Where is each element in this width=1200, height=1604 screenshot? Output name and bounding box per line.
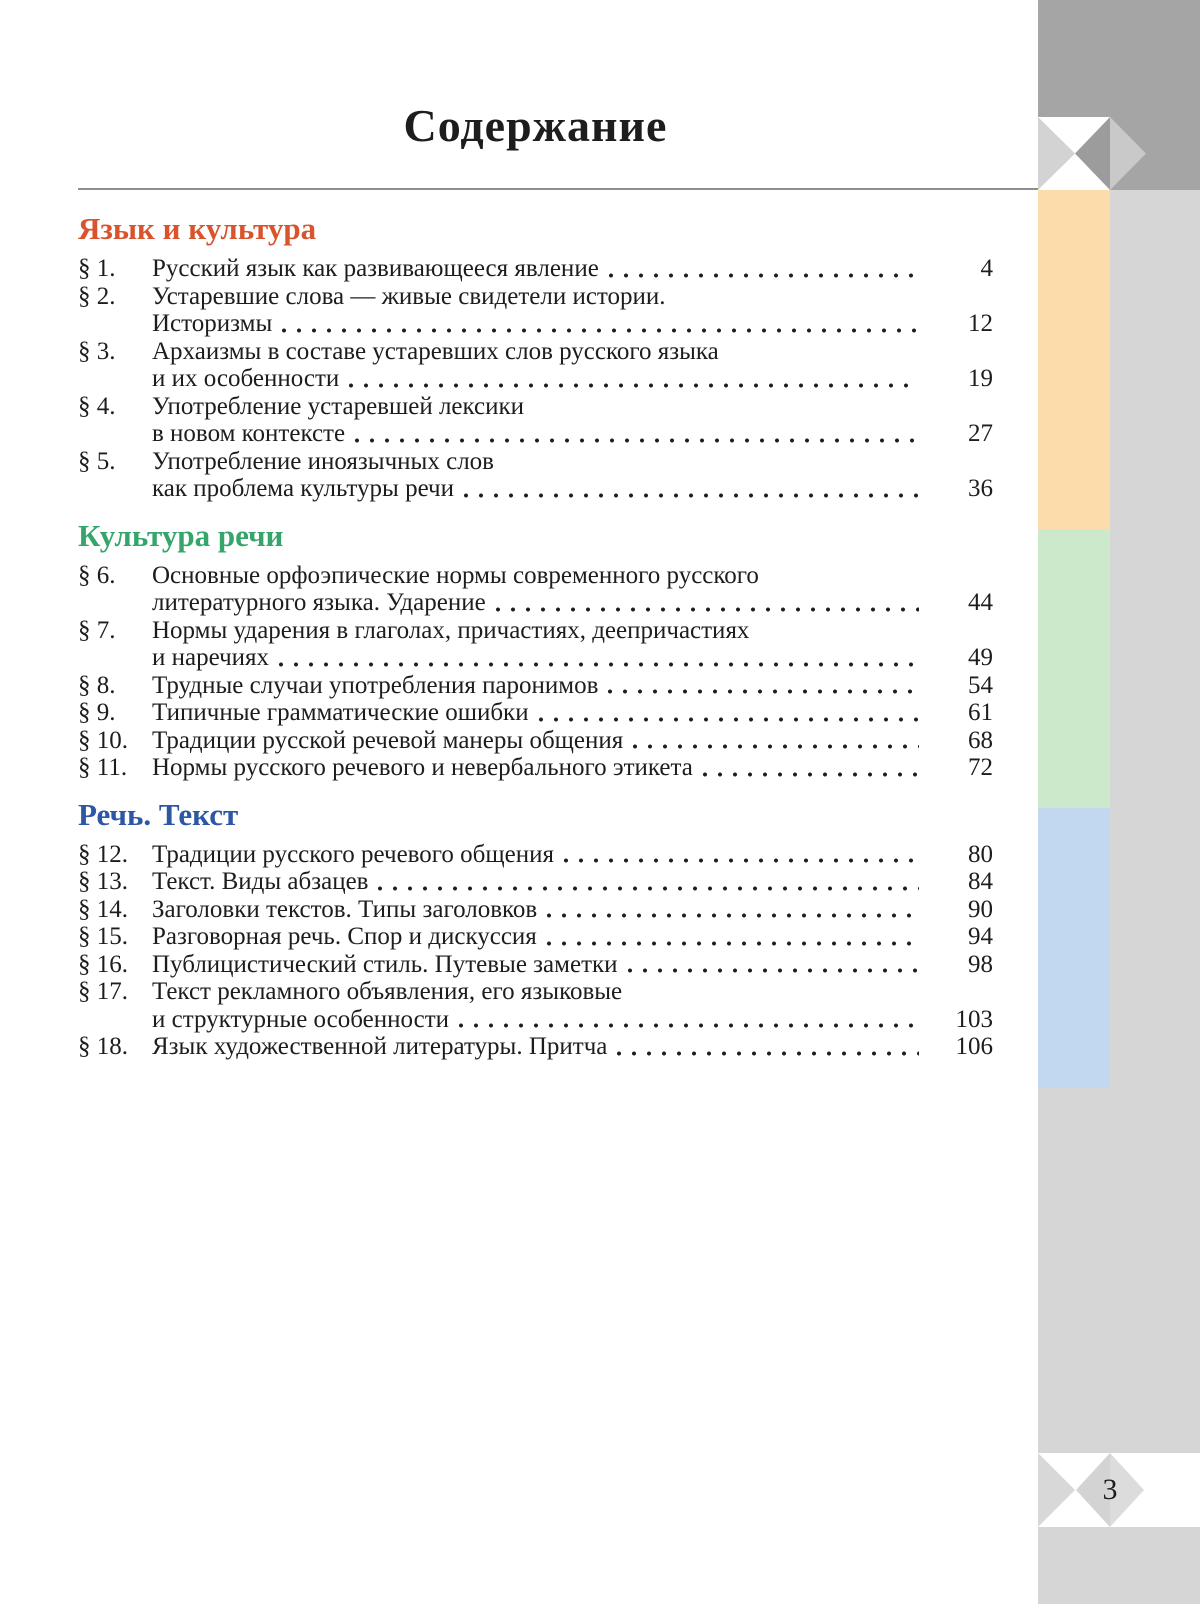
paragraph-label: § 13. — [78, 868, 128, 895]
toc-item-text: Русский язык как развивающееся явление — [152, 255, 599, 282]
toc-page-number: 61 — [968, 699, 993, 726]
toc-page-number: 36 — [968, 475, 993, 502]
toc-item-text: Текст. Виды абзацев — [152, 868, 369, 895]
toc-page-number: 103 — [955, 1005, 993, 1033]
section-heading: Речь. Текст — [78, 796, 239, 832]
toc-page-number: 84 — [968, 868, 993, 895]
toc-item-line — [152, 754, 993, 782]
toc-item-line — [152, 283, 993, 311]
toc-item-text: Традиции русской речевой манеры общения — [152, 726, 624, 754]
paragraph-label: § 1. — [78, 255, 116, 282]
toc-item — [78, 727, 993, 755]
toc-item-text: Типичные грамматические ошибки — [152, 699, 529, 726]
paragraph-label: § 10. — [78, 726, 128, 754]
page-number: 3 — [1102, 1473, 1118, 1506]
lower-gray-column — [1038, 1088, 1110, 1453]
toc-item-body — [152, 754, 993, 782]
toc-page-number: 4 — [980, 255, 993, 282]
toc-item-body — [152, 617, 993, 672]
paragraph-label: § 4. — [78, 392, 116, 420]
toc-item-line — [152, 868, 993, 896]
page-title: Содержание — [403, 100, 668, 151]
toc-item — [78, 868, 993, 896]
dot-leader — [464, 492, 919, 499]
dot-leader — [617, 1050, 919, 1057]
toc-page-number: 12 — [968, 310, 993, 337]
toc-item-line — [152, 420, 993, 448]
toc-item-line — [152, 562, 993, 590]
paragraph-label: § 6. — [78, 561, 116, 589]
toc-item-text: Историзмы — [152, 310, 273, 337]
toc-item-body — [152, 562, 993, 617]
dot-leader — [609, 272, 919, 279]
dot-leader — [378, 885, 919, 892]
toc-item-text: литературного языка. Ударение — [152, 589, 486, 616]
paragraph-label: § 17. — [78, 978, 128, 1005]
toc-page-number: 80 — [968, 840, 993, 868]
toc-page-number: 90 — [968, 895, 993, 923]
toc-item-body — [152, 841, 993, 869]
toc-item-line — [152, 699, 993, 727]
toc-item-line — [152, 896, 993, 924]
toc-item-line — [152, 448, 993, 476]
toc-item — [78, 338, 993, 393]
toc-item-line — [152, 923, 993, 951]
toc-item — [78, 923, 993, 951]
toc-page-number: 44 — [968, 589, 993, 616]
toc-item-line — [152, 1033, 993, 1061]
toc-item-line — [152, 644, 993, 672]
toc-item — [78, 978, 993, 1033]
toc-item-text: Разговорная речь. Спор и дискуссия — [152, 923, 537, 950]
section-band-green — [1038, 529, 1110, 808]
toc-item-line — [152, 951, 993, 979]
toc-item-line — [152, 727, 993, 755]
dot-leader — [547, 912, 919, 919]
toc-item — [78, 255, 993, 283]
paragraph-label: § 8. — [78, 671, 116, 699]
toc-sections — [78, 212, 993, 1061]
toc-item-body — [152, 283, 993, 338]
toc-item-text: Текст рекламного объявления, его языковые — [152, 978, 623, 1005]
dot-leader — [496, 606, 919, 613]
toc-item-body — [152, 868, 993, 896]
paragraph-label: § 18. — [78, 1033, 128, 1060]
toc-item-body — [152, 699, 993, 727]
toc-item-line — [152, 365, 993, 393]
toc-item-line — [152, 617, 993, 645]
toc-item-text: Устаревшие слова — живые свидетели истории. — [152, 282, 666, 310]
toc-item-line — [152, 338, 993, 366]
toc-item — [78, 754, 993, 782]
toc-item-line — [152, 589, 993, 617]
toc-item-text: Употребление устаревшей лексики — [152, 392, 525, 420]
dot-leader — [355, 437, 919, 444]
toc-item-body — [152, 338, 993, 393]
dot-leader — [282, 327, 919, 334]
toc-item-text: Традиции русского речевого общения — [152, 840, 555, 868]
toc-item — [78, 951, 993, 979]
toc-page-number: 72 — [968, 754, 993, 781]
toc-item-text: и наречиях — [152, 644, 270, 671]
toc-item — [78, 699, 993, 727]
dot-leader — [608, 688, 919, 695]
toc-section — [78, 519, 993, 782]
toc-item-body — [152, 923, 993, 951]
toc-item-line — [152, 672, 993, 700]
toc-item — [78, 562, 993, 617]
toc-item — [78, 393, 993, 448]
toc-item — [78, 896, 993, 924]
toc-item-text: Архаизмы в составе устаревших слов русского языка — [152, 337, 719, 365]
toc-item-text: Основные орфоэпические нормы современного русского — [152, 561, 759, 589]
toc-item-text: Язык художественной литературы. Притча — [152, 1033, 608, 1060]
right-gray-column — [1110, 190, 1200, 1453]
section-heading: Язык и культура — [78, 211, 317, 246]
paragraph-label: § 14. — [78, 895, 128, 923]
dot-leader — [547, 940, 919, 947]
toc-item-body — [152, 1033, 993, 1061]
toc-page-number: 94 — [968, 923, 993, 950]
toc-page-number: 54 — [968, 671, 993, 699]
toc-item — [78, 672, 993, 700]
toc-page-number: 49 — [968, 644, 993, 671]
bottom-gray-column — [1038, 1527, 1200, 1604]
dot-leader — [459, 1022, 919, 1029]
toc-page-number: 98 — [968, 950, 993, 978]
toc-item — [78, 841, 993, 869]
toc-item-text: в новом контексте — [152, 420, 346, 447]
toc-page-number: 27 — [968, 420, 993, 447]
dot-leader — [628, 967, 919, 974]
toc-item-line — [152, 310, 993, 338]
section-band-orange — [1038, 190, 1110, 529]
toc-item-body — [152, 393, 993, 448]
toc-item-text: и структурные особенности — [152, 1005, 450, 1033]
paragraph-label: § 5. — [78, 447, 116, 475]
toc-item-body — [152, 978, 993, 1033]
toc-item-text: и их особенности — [152, 365, 340, 392]
section-heading: Культура речи — [78, 517, 284, 553]
toc-item-body — [152, 951, 993, 979]
toc-item — [78, 617, 993, 672]
dot-leader — [279, 661, 919, 668]
paragraph-label: § 15. — [78, 923, 128, 950]
toc-item-body — [152, 896, 993, 924]
dot-leader — [349, 382, 919, 389]
toc-page-number: 19 — [968, 365, 993, 392]
paragraph-label: § 7. — [78, 616, 116, 644]
toc-item-line — [152, 841, 993, 869]
toc-item-line — [152, 1006, 993, 1034]
dot-leader — [539, 716, 919, 723]
paragraph-label: § 9. — [78, 699, 116, 726]
toc-item — [78, 448, 993, 503]
toc-item-body — [152, 672, 993, 700]
toc-item-line — [152, 255, 993, 283]
toc-page-number: 106 — [955, 1033, 993, 1060]
toc-item-text: Употребление иноязычных слов — [152, 447, 494, 475]
section-band-blue — [1038, 808, 1110, 1088]
toc-item-line — [152, 978, 993, 1006]
toc-page-number: 68 — [968, 726, 993, 754]
toc-item-body — [152, 448, 993, 503]
toc-item-body — [152, 727, 993, 755]
toc-section — [78, 212, 993, 503]
paragraph-label: § 11. — [78, 754, 128, 781]
toc-item-line — [152, 393, 993, 421]
dot-leader — [633, 743, 919, 750]
paragraph-label: § 16. — [78, 950, 128, 978]
toc-item-text: Трудные случаи употребления паронимов — [152, 671, 599, 699]
dot-leader — [564, 857, 919, 864]
corner-diamond-ornament-icon — [1038, 117, 1146, 190]
toc-item-text: как проблема культуры речи — [152, 475, 454, 502]
toc-item-text: Нормы русского речевого и невербального этикета — [152, 754, 693, 781]
toc-item-text: Нормы ударения в глаголах, причастиях, деепричастиях — [152, 616, 750, 644]
toc-item — [78, 1033, 993, 1061]
paragraph-label: § 2. — [78, 282, 116, 310]
paragraph-label: § 3. — [78, 337, 116, 365]
title-rule — [78, 188, 1038, 190]
paragraph-label: § 12. — [78, 840, 128, 868]
toc-section — [78, 798, 993, 1061]
toc-item-line — [152, 475, 993, 503]
toc-item-text: Публицистический стиль. Путевые заметки — [152, 950, 618, 978]
dot-leader — [703, 771, 919, 778]
toc-item-text: Заголовки текстов. Типы заголовков — [152, 895, 538, 923]
toc-item — [78, 283, 993, 338]
toc-item-body — [152, 255, 993, 283]
toc-content — [78, 0, 993, 1061]
